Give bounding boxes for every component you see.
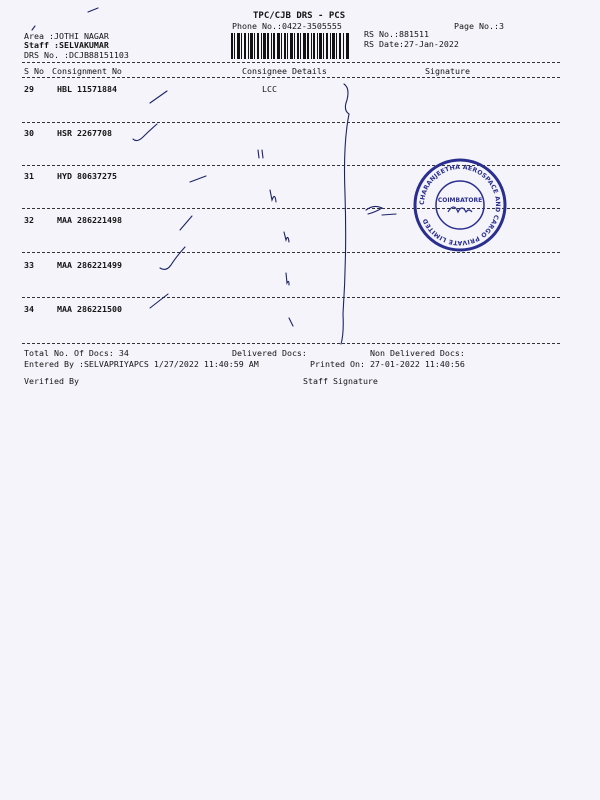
total-docs: Total No. Of Docs: 34: [24, 348, 129, 358]
entered-by: Entered By :SELVAPRIYAPCS 1/27/2022 11:40:59 AM: [24, 359, 259, 369]
document-title: TPC/CJB DRS - PCS: [253, 11, 346, 21]
col-header-sno: S No: [24, 66, 44, 76]
ditto-mark: [258, 150, 263, 158]
row-sno: 34: [24, 304, 34, 314]
row-sno: 33: [24, 260, 34, 270]
row-sno: 30: [24, 128, 34, 138]
tick-mark: [150, 294, 168, 308]
ditto-mark: [270, 190, 276, 202]
row-consignment: MAA 286221500: [57, 304, 122, 314]
area-label: Area :JOTHI NAGAR: [24, 31, 109, 41]
col-header-signature: Signature: [425, 66, 470, 76]
company-stamp: [415, 160, 505, 250]
printed-on: Printed On: 27-01-2022 11:40:56: [310, 359, 465, 369]
signature-stroke: [341, 84, 349, 344]
stamp-city: COIMBATORE: [437, 197, 483, 204]
staff-label: Staff :SELVAKUMAR: [24, 40, 109, 50]
row-sno: 31: [24, 171, 34, 181]
col-header-consignment: Consignment No: [52, 66, 122, 76]
stamp-signature: [448, 207, 472, 212]
staff-signature-label: Staff Signature: [303, 376, 378, 386]
stray-mark: [32, 26, 35, 30]
ditto-mark: [289, 318, 293, 326]
drs-number: DRS No. :DCJB88151103: [24, 50, 129, 60]
rs-date: RS Date:27-Jan-2022: [364, 39, 459, 49]
row-details: LCC: [262, 84, 277, 94]
ditto-mark: [284, 232, 289, 242]
phone-number: Phone No.:0422-3505555: [232, 21, 342, 31]
svg-text:CHARANJEETHA AEROSPACE AND CAR: [419, 164, 501, 246]
tick-mark: [150, 91, 167, 103]
tick-mark: [160, 247, 185, 269]
row-consignment: HYD 80637275: [57, 171, 117, 181]
row-sno: 29: [24, 84, 34, 94]
row-consignment: MAA 286221498: [57, 215, 122, 225]
row-consignment: HSR 2267708: [57, 128, 112, 138]
stray-mark: [88, 8, 98, 12]
delivered-docs: Delivered Docs:: [232, 348, 307, 358]
row-sno: 32: [24, 215, 34, 225]
tick-mark: [190, 176, 206, 182]
page-number: Page No.:3: [454, 21, 504, 31]
row-consignment: HBL 11571884: [57, 84, 117, 94]
verified-by-label: Verified By: [24, 376, 79, 386]
col-header-consignee: Consignee Details: [242, 66, 327, 76]
tick-mark: [133, 124, 157, 141]
signature-scribble: [366, 206, 382, 214]
ditto-mark: [286, 273, 289, 285]
signature-scribble: [382, 214, 396, 215]
stamp-text: CHARANJEETHA AEROSPACE AND CARGO PRIVATE LIMITED: [418, 163, 502, 247]
tick-mark: [180, 216, 192, 230]
rs-number: RS No.:881511: [364, 29, 429, 39]
non-delivered-docs: Non Delivered Docs:: [370, 348, 465, 358]
row-consignment: MAA 286221499: [57, 260, 122, 270]
